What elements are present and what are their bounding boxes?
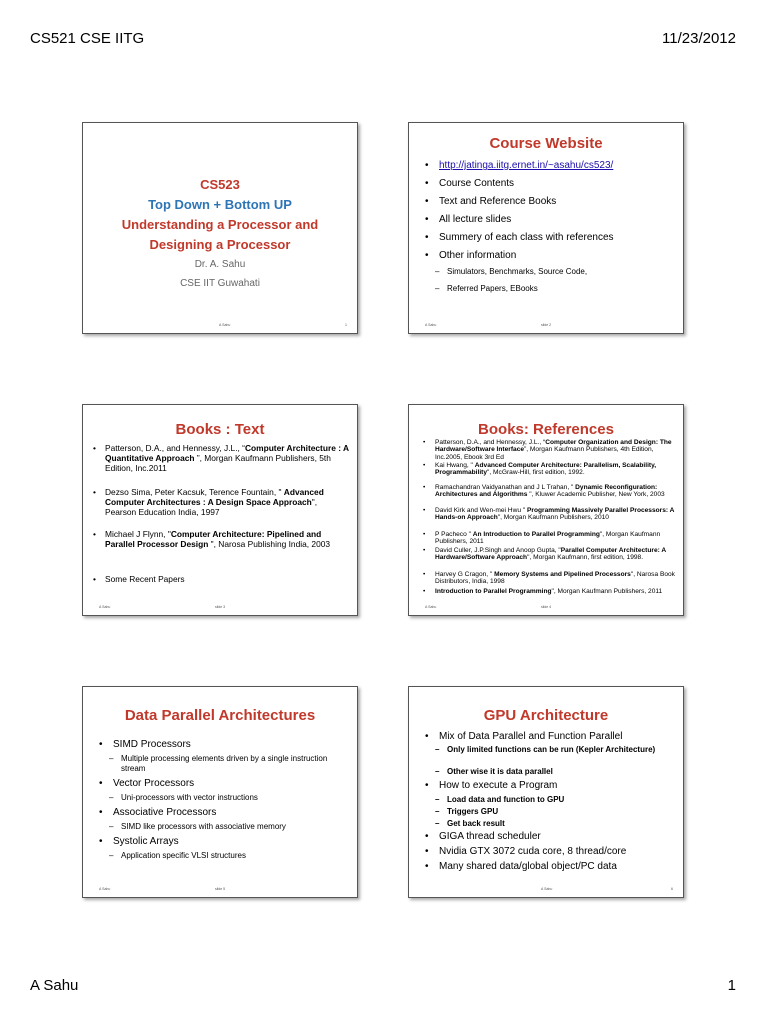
slide-5 xyxy=(82,686,358,898)
dash-icon: – xyxy=(435,284,440,293)
page-header-right: 11/23/2012 xyxy=(662,30,736,47)
ref-text: Patterson, D.A., and Hennessy, J.L., “ xyxy=(105,443,245,453)
sub-item-text: Application specific VLSI structures xyxy=(121,851,246,860)
ref-text: David Kirk and Wen-mei Hwu " xyxy=(435,507,527,514)
slide-footer-right: 6 xyxy=(671,887,673,891)
list-item xyxy=(421,845,677,858)
bullet-icon: • xyxy=(423,484,426,491)
slide-footer-left: A Sahu xyxy=(425,323,437,327)
list-item xyxy=(421,195,677,208)
dash-icon: – xyxy=(435,807,440,816)
list-item-text: All lecture slides xyxy=(439,214,512,225)
sub-item xyxy=(435,795,677,805)
book-title: Computer Organization and Design: The Hardware/Software Interface xyxy=(435,439,672,454)
ref-text: Kai Hwang, " xyxy=(435,462,475,469)
bullet-icon: • xyxy=(423,571,426,578)
sub-item xyxy=(109,754,351,774)
slide-2 xyxy=(408,122,684,334)
bullet-icon: • xyxy=(93,443,96,453)
list-item-text: Course Contents xyxy=(439,178,515,189)
bullet-icon: • xyxy=(99,739,103,750)
list-item xyxy=(423,439,677,461)
ref-text: ", McGraw-Hill, first edition, 1992. xyxy=(487,469,585,477)
sub-item xyxy=(435,767,677,777)
list-item-text: Vector Processors xyxy=(113,778,195,789)
ref-text: ", Morgan Kaufmann, first edition, 1998. xyxy=(527,554,644,562)
slide-1-line: Designing a Processor xyxy=(149,237,291,252)
slide-1 xyxy=(82,122,358,334)
ref-text: ”, Morgan Kaufmann Publishers, 5th Edition, Inc.2011 xyxy=(105,453,331,473)
bullet-icon: • xyxy=(423,462,426,469)
slide-1-author: Dr. A. Sahu xyxy=(194,259,246,270)
list-item-text: Mix of Data Parallel and Function Parallel xyxy=(439,731,623,742)
bullet-icon: • xyxy=(425,214,429,225)
list-item xyxy=(421,730,677,743)
sub-item-text: Only limited functions can be run (Kepler Architecture) xyxy=(447,745,656,754)
bullet-icon: • xyxy=(93,574,96,584)
bullet-icon: • xyxy=(423,588,426,595)
bullet-icon: • xyxy=(93,529,96,539)
bullet-icon: • xyxy=(99,807,103,818)
ref-text: ", Morgan Kaufmann Publishers, 2011 xyxy=(551,588,663,595)
book-title: Introduction to Parallel Programming xyxy=(435,588,552,595)
list-item xyxy=(93,443,349,473)
slide-2-title: Course Website xyxy=(489,135,603,152)
sub-item-text: Load data and function to GPU xyxy=(447,795,565,804)
book-title: Memory Systems and Pipelined Processors xyxy=(494,571,631,578)
list-item xyxy=(423,531,677,546)
list-item xyxy=(93,529,349,549)
list-item-text: How to execute a Program xyxy=(439,780,558,791)
list-item-text: Summery of each class with references xyxy=(439,232,614,243)
sub-item xyxy=(435,807,677,817)
page-number: 1 xyxy=(727,977,736,994)
list-item xyxy=(421,249,677,262)
bullet-icon: • xyxy=(423,507,426,514)
book-title: Dynamic Reconfiguration: Architectures and Algorithms xyxy=(435,484,658,499)
dash-icon: – xyxy=(109,822,114,831)
slide-footer-left: A Sahu xyxy=(99,887,111,891)
ref-text: Harvey G Cragon, " xyxy=(435,571,495,578)
ref-text: Dezso Sima, Peter Kacsuk, Terence Fountain, " xyxy=(105,487,284,497)
dash-icon: – xyxy=(435,819,440,828)
bullet-icon: • xyxy=(425,250,429,261)
bullet-icon: • xyxy=(423,439,426,446)
sub-item-text: Get back result xyxy=(447,819,505,828)
bullet-icon: • xyxy=(99,778,103,789)
slide-3-title: Books : Text xyxy=(175,421,265,438)
slide-4-title: Books: References xyxy=(478,421,614,438)
book-title: Advanced Computer Architecture: Parallelism, Scalability, Programmability xyxy=(435,462,657,477)
slide-3 xyxy=(82,404,358,616)
ref-text: Some Recent Papers xyxy=(105,574,185,584)
list-item-text: Other information xyxy=(439,250,517,261)
sub-item xyxy=(435,819,677,829)
ref-text: ", Narosa Book Distributors, India, 1998 xyxy=(435,571,675,586)
list-item-text: Associative Processors xyxy=(113,807,217,818)
bullet-icon: • xyxy=(425,160,429,171)
dash-icon: – xyxy=(109,754,114,763)
list-item xyxy=(421,860,677,873)
bullet-icon: • xyxy=(425,232,429,243)
bullet-icon: • xyxy=(423,547,426,554)
slide-6 xyxy=(408,686,684,898)
list-item-text: SIMD Processors xyxy=(113,739,191,750)
slide-5-title: Data Parallel Architectures xyxy=(124,707,316,724)
ref-text: Ramachandran Vaidyanathan and J L Trahan, " xyxy=(435,484,576,491)
slide-1-line: CS523 xyxy=(200,177,240,192)
page-header-left: CS521 CSE IITG xyxy=(30,30,145,47)
list-item xyxy=(423,547,677,562)
list-item xyxy=(95,738,351,751)
slide-footer-right: slide 5 xyxy=(215,887,226,891)
book-title: Computer Architecture: Pipelined and Parallel Processor Design xyxy=(105,529,322,549)
list-item xyxy=(93,487,349,517)
sub-item-text: SIMD like processors with associative memory xyxy=(121,822,286,831)
dash-icon: – xyxy=(435,745,440,754)
sub-item-text: Referred Papers, EBooks xyxy=(447,284,538,293)
list-item xyxy=(421,830,677,843)
ref-text: ", Morgan Kaufmann Publishers, 2010 xyxy=(497,514,609,522)
bullet-icon: • xyxy=(425,831,429,842)
book-title: Parallel Computer Architecture: A Hardware/Software Approach xyxy=(435,547,666,562)
bullet-icon: • xyxy=(425,861,429,872)
ref-text: ", Pearson Education India, 1997 xyxy=(105,497,318,517)
slide-1-line: Understanding a Processor and xyxy=(121,217,319,232)
bullet-icon: • xyxy=(425,780,429,791)
course-website-link[interactable]: http://jatinga.iitg.ernet.in/~asahu/cs523/ xyxy=(439,160,614,171)
slide-1-title xyxy=(83,175,357,255)
list-item-text: Text and Reference Books xyxy=(439,196,557,207)
slide-footer-left: A Sahu xyxy=(425,605,437,609)
ref-text: Michael J Flynn, " xyxy=(105,529,171,539)
slide-1-line: Top Down + Bottom UP xyxy=(148,197,292,212)
bullet-icon: • xyxy=(425,196,429,207)
slide-footer-right: slide 4 xyxy=(541,605,552,609)
list-item xyxy=(421,779,677,792)
sub-item xyxy=(109,851,351,861)
sub-item-text: Multiple processing elements driven by a single instruction stream xyxy=(121,754,328,773)
list-item-text: GIGA thread scheduler xyxy=(439,831,541,842)
bullet-icon: • xyxy=(93,487,96,497)
dash-icon: – xyxy=(435,795,440,804)
bullet-icon: • xyxy=(423,531,426,538)
ref-text: Patterson, D.A., and Hennessy, J.L., “ xyxy=(435,439,546,446)
bullet-icon: • xyxy=(425,846,429,857)
list-item xyxy=(95,777,351,790)
slide-footer-left: A Sahu xyxy=(99,605,111,609)
list-item xyxy=(423,507,677,522)
list-item-text: Many shared data/global object/PC data xyxy=(439,861,617,872)
slide-4 xyxy=(408,404,684,616)
sub-item xyxy=(109,822,351,832)
bullet-icon: • xyxy=(425,178,429,189)
bullet-icon: • xyxy=(425,731,429,742)
sub-item-text: Other wise it is data parallel xyxy=(447,767,553,776)
list-item xyxy=(93,574,349,584)
ref-text: ", Kluwer Academic Publisher, New York, 2003 xyxy=(527,491,665,499)
page-footer-left: A Sahu xyxy=(30,977,79,994)
list-item xyxy=(95,835,351,848)
sub-item xyxy=(435,745,677,755)
ref-text: ”, Morgan Kaufmann Publishers, 4th Edition, Inc.2005, Ebook 3rd Ed xyxy=(435,446,654,461)
slide-1-dept: CSE IIT Guwahati xyxy=(180,278,260,289)
list-item xyxy=(421,231,677,244)
sub-item-text: Triggers GPU xyxy=(447,807,499,816)
slide-footer-right: 1 xyxy=(345,323,347,327)
list-item xyxy=(423,571,677,586)
list-item xyxy=(421,177,677,190)
book-title: Advanced Computer Architectures : A Design Space Approach xyxy=(105,487,324,507)
slide-footer-right: slide 2 xyxy=(541,323,552,327)
bullet-icon: • xyxy=(99,836,103,847)
dash-icon: – xyxy=(435,767,440,776)
dash-icon: – xyxy=(435,267,440,276)
ref-text: P Pacheco " xyxy=(435,531,473,538)
sub-item-text: Simulators, Benchmarks, Source Code, xyxy=(447,267,588,276)
list-item xyxy=(423,484,677,499)
sub-item xyxy=(109,793,351,803)
dash-icon: – xyxy=(109,851,114,860)
list-item xyxy=(421,213,677,226)
slide-footer-left: A Sahu xyxy=(219,323,231,327)
sub-item-text: Uni-processors with vector instructions xyxy=(121,793,258,802)
list-item[interactable] xyxy=(421,159,677,172)
slide-6-title: GPU Architecture xyxy=(483,707,609,724)
ref-text: David Culler, J.P.Singh and Anoop Gupta, " xyxy=(435,547,561,554)
sub-item xyxy=(435,267,677,277)
list-item xyxy=(423,588,677,595)
ref-text: ", Morgan Kaufmann Publishers, 2011 xyxy=(435,531,661,546)
slide-footer-left: A Sahu xyxy=(541,887,553,891)
list-item-text: Systolic Arrays xyxy=(113,836,179,847)
sub-item xyxy=(435,284,677,294)
list-item-text: Nvidia GTX 3072 cuda core, 8 thread/core xyxy=(439,846,627,857)
book-title: Computer Architecture : A Quantitative Approach xyxy=(105,443,349,463)
ref-text: ", Narosa Publishing India, 2003 xyxy=(208,539,331,549)
book-title: Programming Massively Parallel Processors: A Hands-on Approach xyxy=(435,507,675,522)
list-item xyxy=(423,462,677,477)
slide-footer-right: slide 3 xyxy=(215,605,226,609)
dash-icon: – xyxy=(109,793,114,802)
book-title: An Introduction to Parallel Programming xyxy=(472,531,600,538)
list-item xyxy=(95,806,351,819)
